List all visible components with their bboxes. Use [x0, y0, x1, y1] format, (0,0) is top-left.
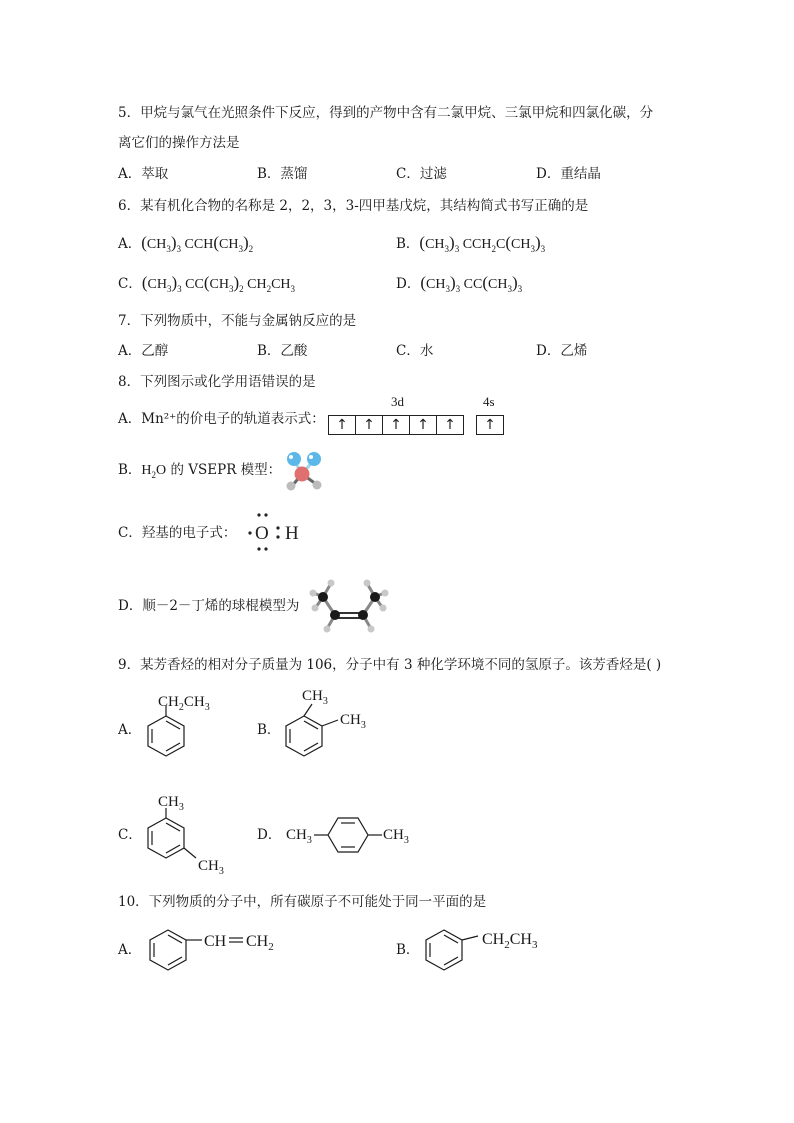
q5-option-a: A．萃取: [118, 166, 169, 182]
q5-option-d: D．重结晶: [536, 166, 601, 182]
svg-text:CH: CH: [204, 933, 227, 950]
q7-option-a: A．乙醇: [118, 343, 169, 359]
q6-option-c: C．$(CH_3)_3$ $CC(CH_3)_2$ $CH_2CH_3$: [118, 273, 296, 294]
orbital-3d-box-3: ↑: [382, 415, 410, 435]
orbital-3d-box-1: ↑: [328, 415, 356, 435]
q8-option-a-text: A．Mn²⁺的价电子的轨道表示式：: [118, 411, 325, 427]
orbital-4s-box: ↑: [476, 415, 504, 435]
ethylbenzene-structure-b: [420, 922, 570, 976]
q8-option-b-text: B．$H_2O$ 的 VSEPR 模型：: [118, 462, 282, 480]
q10-option-a-label: A．: [118, 942, 142, 958]
hydroxyl-electron-formula: [244, 509, 306, 555]
svg-text:CH2: $CH_2$: [246, 933, 274, 953]
orbital-3d-box-5: ↑: [436, 415, 464, 435]
q6-option-d: D．$(CH_3)_3$ $CC(CH_3)_3$: [396, 273, 523, 294]
styrene-structure: [144, 922, 294, 976]
orbital-label-3d: 3d: [391, 394, 404, 409]
q7-stem: 7．下列物质中，不能与金属钠反应的是: [118, 313, 357, 329]
m-xylene-structure-c: [140, 790, 232, 882]
svg-text:CH2CH3: $CH_2CH_3$: [482, 931, 538, 951]
q7-option-b: B．乙酸: [257, 343, 308, 359]
q10-option-b-label: B．: [396, 942, 420, 958]
q7-option-d: D．乙烯: [536, 343, 588, 359]
q9-option-b-label: B．: [257, 722, 281, 738]
q10-stem: 10．下列物质的分子中，所有碳原子不可能处于同一平面的是: [118, 894, 487, 910]
svg-text:O: O: [255, 523, 269, 544]
p-xylene-structure-d: [284, 812, 414, 856]
q8-option-d-text: D．顺－2－丁烯的球棍模型为: [118, 598, 300, 614]
svg-text:H: H: [285, 523, 299, 544]
q6-stem: 6．某有机化合物的名称是 2，2，3，3-四甲基戊烷，其结构简式书写正确的是: [118, 198, 589, 214]
cis-2-butene-ball-stick-model: [306, 577, 392, 635]
q5-stem-line1: 5．甲烷与氯气在光照条件下反应，得到的产物中含有二氯甲烷、三氯甲烷和四氯化碳，分: [118, 105, 654, 121]
svg-text:CH3: $CH_3$: [340, 712, 366, 731]
q6-option-b: B．$(CH_3)_3$ $CCH_2C(CH_3)_3$: [396, 233, 546, 254]
orbital-3d-box-2: ↑: [355, 415, 383, 435]
orbital-label-4s: 4s: [483, 394, 495, 409]
q5-option-b: B．蒸馏: [257, 166, 308, 182]
q9-option-c-label: C．: [118, 827, 142, 843]
q6-option-a: A．$(CH_3)_3$ $CCH(CH_3)_2$: [118, 233, 254, 254]
svg-text:CH3: $CH_3$: [383, 827, 409, 846]
o-xylene-structure-b: [280, 686, 380, 772]
q8-option-c-text: C．羟基的电子式：: [118, 525, 237, 541]
q7-option-c: C．水: [396, 343, 434, 359]
q9-option-d-label: D．: [257, 827, 282, 843]
water-vsepr-model: [280, 446, 332, 496]
q9-option-a-label: A．: [118, 722, 142, 738]
svg-text:CH3: $CH_3$: [198, 858, 224, 877]
orbital-3d-box-4: ↑: [409, 415, 437, 435]
svg-text:CH3: $CH_3$: [302, 688, 328, 707]
q5-option-c: C．过滤: [396, 166, 447, 182]
svg-text:CH3: $CH_3$: [158, 794, 184, 813]
q8-stem: 8．下列图示或化学用语错误的是: [118, 374, 316, 390]
q9-stem: 9．某芳香烃的相对分子质量为 106，分子中有 3 种化学环境不同的氢原子。该芳香烃是( ): [118, 657, 662, 673]
svg-text:CH2CH3: $CH_2CH_3$: [158, 694, 210, 713]
svg-text:CH3: $CH_3$: [286, 827, 312, 846]
q5-stem-line2: 离它们的操作方法是: [118, 135, 240, 151]
ethylbenzene-structure-a: [140, 686, 230, 772]
